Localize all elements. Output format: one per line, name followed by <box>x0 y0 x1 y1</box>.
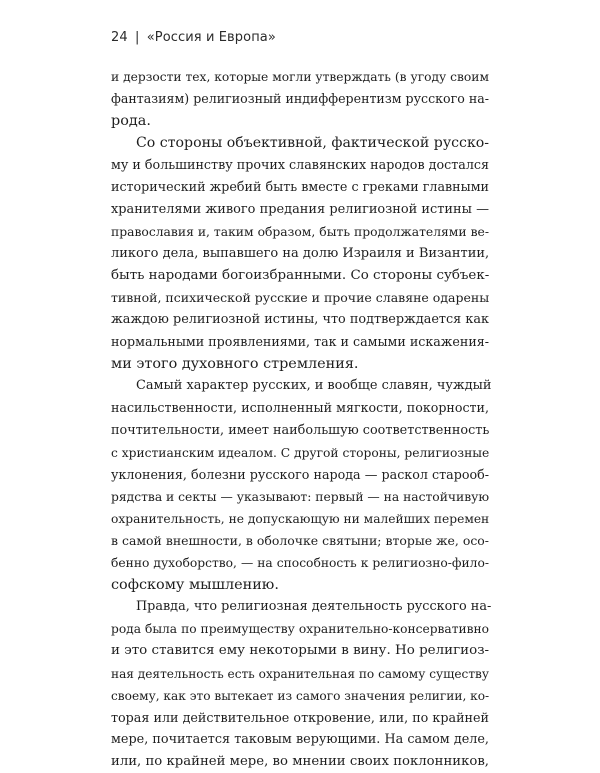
text-line: рода была по преимуществу охранительно-консервативно <box>111 622 489 637</box>
text-line: быть народами богоизбранными. Со стороны субъек- <box>111 267 490 283</box>
text-line: ми этого духовного стремления. <box>111 356 359 373</box>
text-line: бенно духоборство, — на способность к религиозно-фило- <box>111 556 489 571</box>
paragraph-4 <box>111 596 492 773</box>
text-line: ликого дела, выпавшего на долю Израиля и Византии, <box>111 245 490 261</box>
text-line: и это ставится ему некоторыми в вину. Но религиоз- <box>111 643 490 659</box>
text-line: или, по крайней мере, во мнении своих поклонников, <box>111 753 489 769</box>
text-line: торая или действительное откровение, или, по крайней <box>111 709 489 725</box>
header-separator: | <box>134 30 140 45</box>
book-title: «Россия и Европа» <box>146 30 276 45</box>
text-line: уклонения, болезни русского народа — раскол старооб- <box>111 466 489 482</box>
text-line: исторический жребий быть вместе с греками главными <box>111 179 489 195</box>
text-line: и дерзости тех, которые могли утверждать (в угоду своим <box>111 70 489 84</box>
text-line: рода. <box>111 113 151 130</box>
text-line: почтительности, имеет наибольшую соответственность <box>111 422 490 438</box>
text-line: му и большинству прочих славянских народов достался <box>111 157 490 173</box>
text-line: охранительность, не допускающую ни малейших перемен <box>111 511 490 526</box>
text-line: ная деятельность есть охранительная по самому существу <box>111 666 489 681</box>
text-line: рядства и секты — указывают: первый — на настойчивую <box>111 489 490 504</box>
text-line: фантазиям) религиозный индифферентизм русского на- <box>111 91 489 107</box>
text-line: Правда, что религиозная деятельность русского на- <box>136 599 492 615</box>
text-line: своему, как это вытекает из самого значения религии, ко- <box>111 688 490 703</box>
text-line: хранителями живого предания религиозной истины — <box>111 201 489 217</box>
text-line: жаждою религиозной истины, что подтверждается как <box>111 312 489 328</box>
text-line: с христианским идеалом. С другой стороны, религиозные <box>111 445 490 460</box>
paragraph-2 <box>111 132 489 375</box>
text-line: насильственности, исполненный мягкости, покорности, <box>111 400 489 416</box>
text-line: мере, почитается таковым верующими. На самом деле, <box>111 731 489 747</box>
text-line: в самой внешности, в оболочке святыни; вторые же, осо- <box>111 532 489 548</box>
paragraph-1 <box>111 66 489 132</box>
text-line: Со стороны объективной, фактической русско- <box>136 135 490 152</box>
text-line: Самый характер русских, и вообще славян, чуждый <box>136 378 492 394</box>
page-number: 24 <box>111 30 128 45</box>
text-line: православия и, таким образом, быть продолжателями ве- <box>111 224 489 239</box>
text-line: нормальными проявлениями, так и самыми искажения- <box>111 334 489 350</box>
paragraph-3 <box>111 375 492 596</box>
text-line: тивной, психической русские и прочие славяне одарены <box>111 289 490 305</box>
running-head <box>111 30 276 45</box>
text-line: софскому мышлению. <box>111 577 279 594</box>
body-text <box>111 66 492 773</box>
